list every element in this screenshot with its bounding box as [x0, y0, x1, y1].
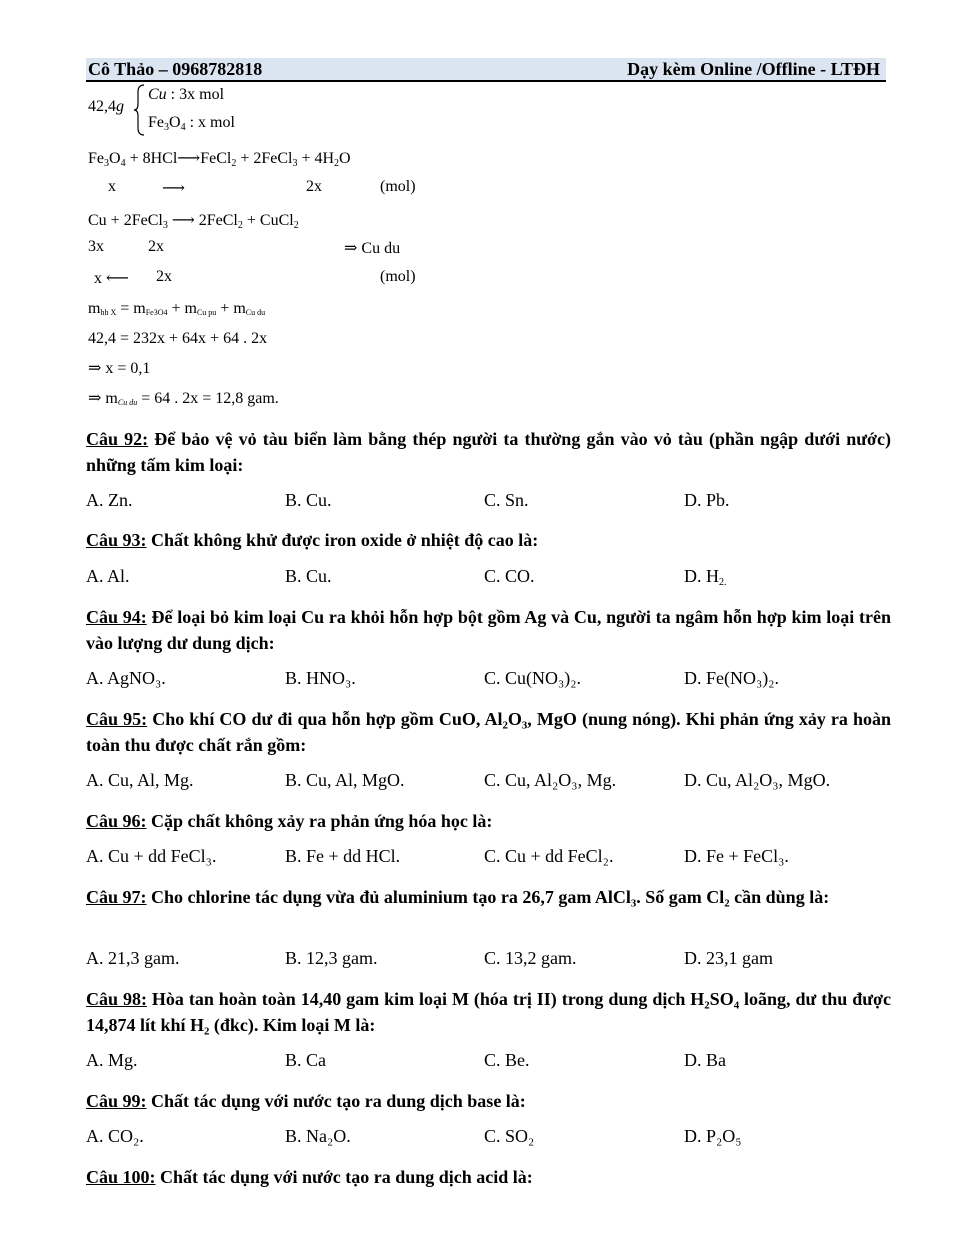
option-c[interactable]: C. Cu + dd FeCl₂.: [484, 846, 614, 866]
option-d[interactable]: D. Cu, Al₂O₃, MgO.: [684, 770, 831, 790]
mol-unit: (mol): [380, 178, 416, 195]
option-b[interactable]: B. Ca: [285, 1050, 327, 1070]
option-d[interactable]: D. $H_{2.}$: [684, 566, 727, 588]
option-c[interactable]: C. Cu(NO₃)₂.: [484, 668, 582, 688]
option-a[interactable]: A. CO₂.: [86, 1126, 144, 1146]
r2-cu-du: ⇒ Cu du: [344, 240, 401, 257]
option-a[interactable]: A. Cu, Al, Mg.: [86, 770, 194, 790]
option-d[interactable]: D. P₂O₅: [684, 1126, 742, 1146]
question-96: Câu 96: Cặp chất không xảy ra phản ứng hóa học là:: [86, 811, 493, 831]
question-97: Câu 97: Cho chlorine tác dụng vừa đủ aluminium tạo ra 26,7 gam AlCl₃. Số gam Cl₂ cần dùng là:: [86, 887, 830, 907]
option-b[interactable]: B. Fe + dd HCl.: [285, 846, 401, 866]
option-d[interactable]: D. Fe + FeCl₃.: [684, 846, 789, 866]
option-d[interactable]: D. Fe(NO₃)₂.: [684, 668, 780, 688]
option-c[interactable]: C. CO.: [484, 566, 535, 586]
r2-unit: (mol): [380, 268, 416, 285]
equation-3: ⇒ x = 0,1: [88, 360, 151, 377]
fe3o4-moles: $Fe_3O_4$ : x mol: [148, 114, 235, 133]
option-b[interactable]: B. HNO₃.: [285, 668, 356, 688]
mol-arrow: ⟶: [162, 180, 185, 197]
option-b[interactable]: B. Cu, Al, MgO.: [285, 770, 405, 790]
question-94: Câu 94: Để loại bỏ kim loại Cu ra khỏi hỗn hợp bột gồm Ag và Cu, người ta ngâm hỗn hợp kim loại trên vào lượng dư dung dịch:: [86, 607, 891, 653]
page-header: [86, 58, 886, 82]
option-a[interactable]: A. Mg.: [86, 1050, 138, 1070]
equation-4: ⇒ $m_{Cu du} = 64$ . 2x = 12,8 gam.: [88, 390, 279, 407]
question-98: Câu 98: Hòa tan hoàn toàn 14,40 gam kim loại M (hóa trị II) trong dung dịch H₂SO₄ loãng, dư thu được 14,874 lít khí H₂ (đkc). Kim loại M là:: [86, 989, 891, 1035]
brace-icon: [133, 84, 145, 136]
question-93: Câu 93: Chất không khử được iron oxide ở nhiệt độ cao là:: [86, 530, 539, 550]
header-tagline: Dạy kèm Online /Offline - LTĐH: [627, 59, 880, 79]
option-a[interactable]: A. Cu + dd FeCl₃.: [86, 846, 217, 866]
mol-2x: 2x: [306, 178, 322, 195]
r2-2x-b: 2x: [156, 268, 172, 285]
option-b[interactable]: B. 12,3 gam.: [285, 948, 378, 968]
option-d[interactable]: D. Ba: [684, 1050, 726, 1070]
option-c[interactable]: C. Sn.: [484, 490, 529, 510]
option-b[interactable]: B. Na₂O.: [285, 1126, 351, 1146]
option-b[interactable]: B. Cu.: [285, 490, 332, 510]
question-100: Câu 100: Chất tác dụng với nước tạo ra dung dịch acid là:: [86, 1167, 533, 1187]
option-d[interactable]: D. Pb.: [684, 490, 730, 510]
question-99: Câu 99: Chất tác dụng với nước tạo ra dung dịch base là:: [86, 1091, 526, 1111]
equation-2: 42,4 = 232x + 64x + 64 . 2x: [88, 330, 268, 347]
r2-x: x ⟵: [94, 270, 129, 287]
reaction-1: $Fe_3O_4$ + 8HCl⟶FeCl$_2$ + 2FeCl$_3$ + $4H_2O$: [88, 150, 351, 169]
question-95: Câu 95: Cho khí CO dư đi qua hỗn hợp gồm CuO, Al₂O₃, MgO (nung nóng). Khi phản ứng xảy ra hoàn toàn thu được chất rắn gồm:: [86, 709, 892, 755]
cu-moles: Cu : 3x mol: [148, 86, 225, 103]
r2-3x: 3x: [88, 238, 104, 255]
option-a[interactable]: A. AgNO₃.: [86, 668, 166, 688]
r2-2x: 2x: [148, 238, 164, 255]
question-92: Câu 92: Để bảo vệ vỏ tàu biển làm bằng thép người ta thường gắn vào vỏ tàu (phần ngập dưới nước) những tấm kim loại:: [86, 429, 891, 475]
header-teacher-contact: Cô Thảo – 0968782818: [88, 59, 263, 79]
option-c[interactable]: C. Be.: [484, 1050, 530, 1070]
option-b[interactable]: B. Cu.: [285, 566, 332, 586]
option-c[interactable]: C. Cu, Al₂O₃, Mg.: [484, 770, 617, 790]
option-a[interactable]: A. 21,3 gam.: [86, 948, 180, 968]
mol-x: x: [108, 178, 116, 195]
reaction-2: Cu + 2FeCl$_3$ ⟶ 2FeCl$_2$ + CuCl$_2$: [88, 212, 299, 231]
mass-label: 42,4g: [88, 98, 124, 115]
mass-equation: $m_{hh X} = m_{Fe3O4} + m_{Cu pu} + m_{Cu du}$: [88, 300, 266, 317]
option-c[interactable]: C. SO₂: [484, 1126, 535, 1146]
option-c[interactable]: C. 13,2 gam.: [484, 948, 577, 968]
option-a[interactable]: A. Zn.: [86, 490, 133, 510]
option-d[interactable]: D. 23,1 gam: [684, 948, 773, 968]
option-a[interactable]: A. Al.: [86, 566, 130, 586]
